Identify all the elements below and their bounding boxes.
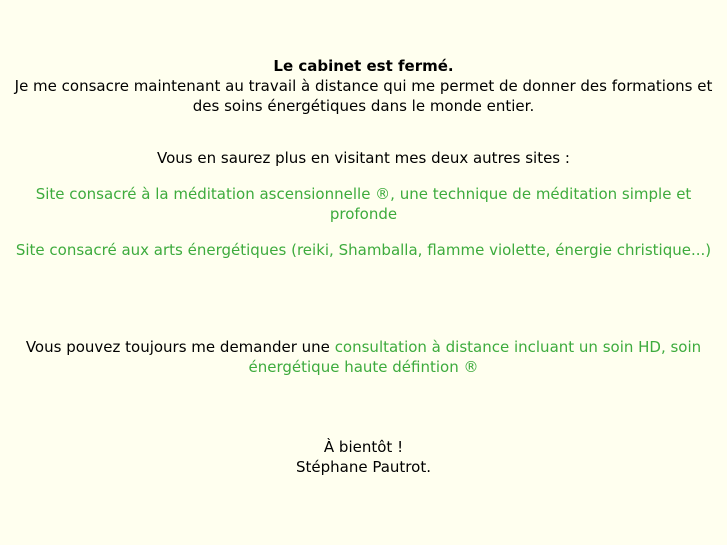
energy-arts-site-link[interactable]: Site consacré aux arts énergétiques (reiki, Shamballa, flamme violette, énergie christique...) [15,241,712,259]
consultation-link[interactable]: consultation à distance incluant un soin HD, soin énergétique haute défintion ® [248,338,702,376]
sites-intro-text: Vous en saurez plus en visitant mes deux autres sites : [157,149,570,167]
signoff-name: Stéphane Pautrot. [296,458,431,476]
sites-intro [0,148,727,168]
arts-site-block [0,240,727,260]
meditation-site-block [0,184,727,224]
closure-notice [0,56,727,116]
signoff [0,437,727,477]
signoff-greeting: À bientôt ! [323,438,404,456]
meditation-site-link[interactable]: Site consacré à la méditation ascensionnelle ®, une technique de méditation simple et profonde [35,185,692,223]
consultation-prefix: Vous pouvez toujours me demander une [25,338,335,356]
closure-heading: Le cabinet est fermé. [273,57,454,75]
consultation-block [0,337,727,377]
closure-body: Je me consacre maintenant au travail à distance qui me permet de donner des formations et des soins énergétiques dans le monde entier. [14,77,713,115]
